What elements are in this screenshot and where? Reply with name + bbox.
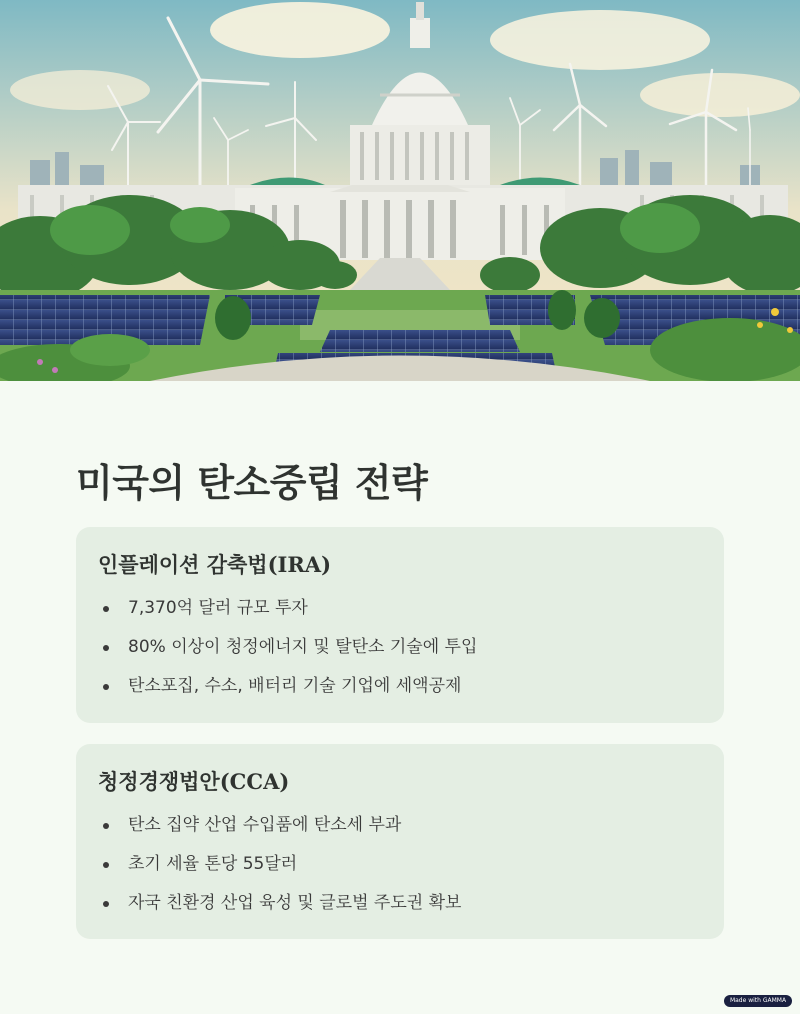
bullet-icon: [103, 901, 109, 907]
list-item-text: 자국 친환경 산업 육성 및 글로벌 주도권 확보: [128, 893, 462, 913]
list-item-text: 80% 이상이 청정에너지 및 탈탄소 기술에 투입: [128, 637, 478, 657]
ira-list: [98, 597, 702, 714]
card-heading-cca: 청정경쟁법안(CCA): [98, 769, 290, 794]
list-item-text: 탄소포집, 수소, 배터리 기술 기업에 세액공제: [128, 676, 462, 696]
bullet-icon: [103, 823, 109, 829]
list-item: [98, 892, 702, 931]
cca-list: [98, 814, 702, 931]
bullet-icon: [103, 684, 109, 690]
cca-card: [76, 744, 724, 939]
bullet-icon: [103, 862, 109, 868]
hero-image: [0, 0, 800, 381]
bullet-icon: [103, 606, 109, 612]
list-item: [98, 853, 702, 892]
list-item: [98, 597, 702, 636]
list-item: [98, 675, 702, 714]
ira-card: [76, 527, 724, 723]
list-item: [98, 636, 702, 675]
list-item-text: 초기 세율 톤당 55달러: [128, 854, 298, 874]
list-item-text: 탄소 집약 산업 수입품에 탄소세 부과: [128, 815, 402, 835]
bullet-icon: [103, 645, 109, 651]
capitol-renewable-illustration: [0, 0, 800, 381]
card-heading-ira: 인플레이션 감축법(IRA): [98, 552, 332, 577]
page-title: 미국의 탄소중립 전략: [76, 461, 428, 505]
list-item-text: 7,370억 달러 규모 투자: [128, 598, 308, 618]
list-item: [98, 814, 702, 853]
made-with-gamma-badge[interactable]: Made with GAMMA: [724, 995, 792, 1007]
